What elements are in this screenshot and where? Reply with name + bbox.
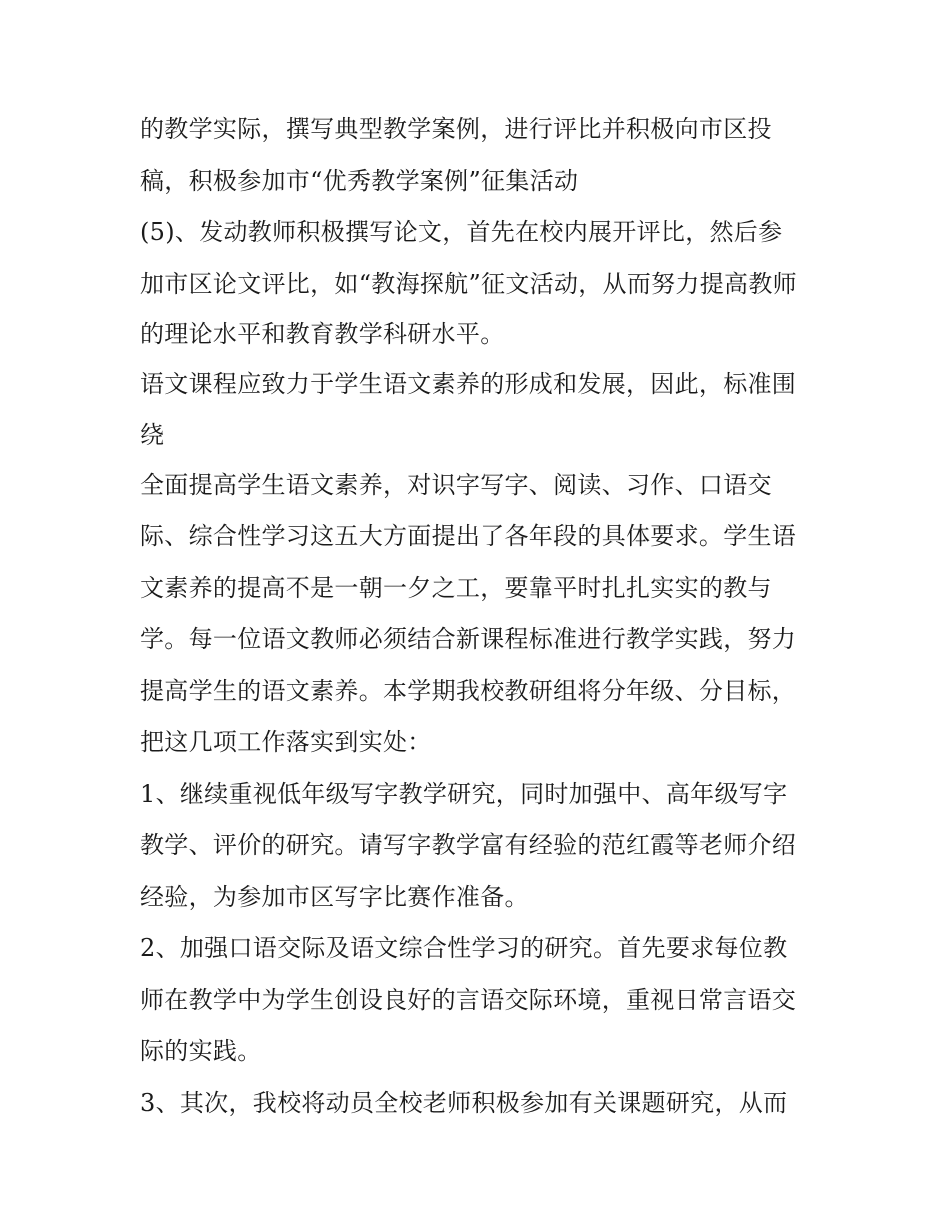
text-line: 际、综合性学习这五大方面提出了各年段的具体要求。学生语 xyxy=(140,522,797,550)
document-page xyxy=(140,104,820,1129)
text-line: 际的实践。 xyxy=(140,1037,262,1065)
text-line: 2、加强口语交际及语文综合性学习的研究。首先要求每位教 xyxy=(140,934,788,962)
text-line: 教学、评价的研究。请写字教学富有经验的范红霞等老师介绍 xyxy=(140,831,797,859)
text-line: 的理论水平和教育教学科研水平。 xyxy=(140,320,505,348)
text-line: 3、其次，我校将动员全校老师积极参加有关课题研究，从而 xyxy=(140,1088,788,1117)
text-line: 学。每一位语文教师必须结合新课程标准进行教学实践，努力 xyxy=(140,625,797,653)
text-line: 文素养的提高不是一朝一夕之工，要靠平时扎扎实实的教与 xyxy=(140,573,772,602)
text-line: 稿，积极参加市“优秀教学案例”征集活动 xyxy=(140,166,579,195)
text-line: 把这几项工作落实到实处： xyxy=(140,728,432,756)
text-line: 绕 xyxy=(140,420,165,449)
text-line: 师在教学中为学生创设良好的言语交际环境，重视日常言语交 xyxy=(140,985,797,1014)
text-line: 语文课程应致力于学生语文素养的形成和发展，因此，标准围 xyxy=(140,370,797,398)
text-line: (5)、发动教师积极撰写论文，首先在校内展开评比，然后参 xyxy=(140,218,783,246)
text-line: 加市区论文评比，如“教海探航”征文活动，从而努力提高教师 xyxy=(140,269,797,298)
text-line: 1、继续重视低年级写字教学研究，同时加强中、高年级写字 xyxy=(140,779,788,808)
text-line: 全面提高学生语文素养，对识字写字、阅读、习作、口语交 xyxy=(140,470,772,499)
text-line: 提高学生的语文素养。本学期我校教研组将分年级、分目标， xyxy=(140,676,797,705)
text-line: 经验，为参加市区写字比赛作准备。 xyxy=(140,882,529,911)
text-line: 的教学实际，撰写典型教学案例，进行评比并积极向市区投 xyxy=(140,115,772,143)
